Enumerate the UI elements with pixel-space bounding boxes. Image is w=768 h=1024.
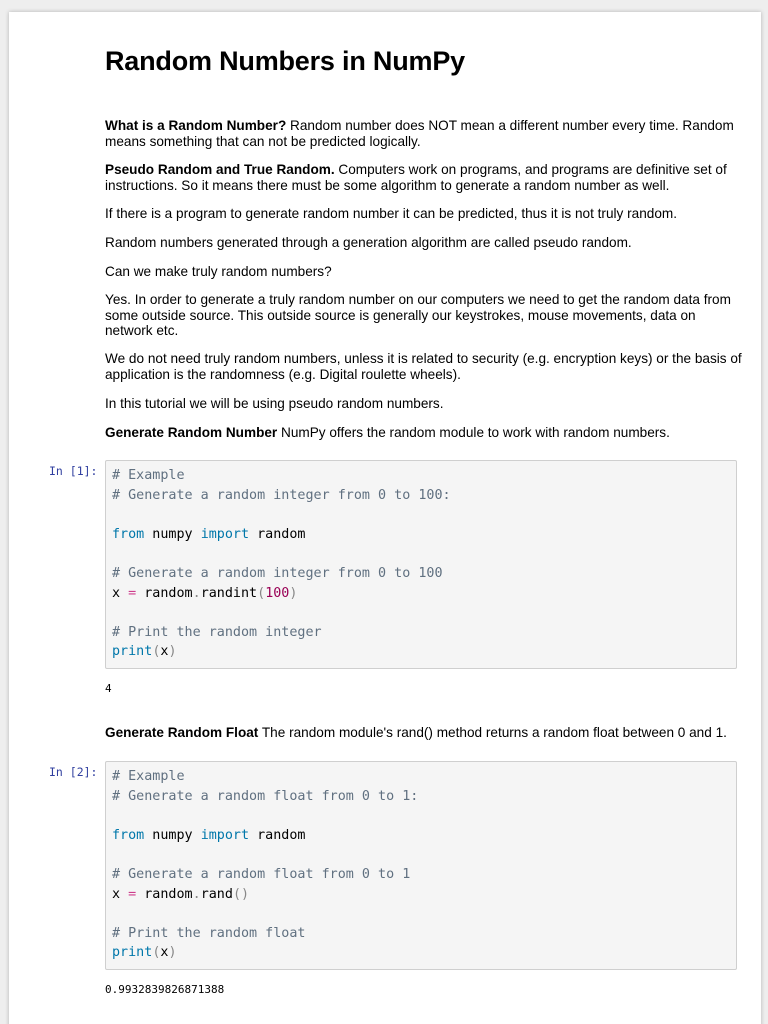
code-punctuation: .	[192, 585, 201, 601]
code-name: random	[249, 827, 306, 843]
code-punctuation: )	[168, 945, 177, 961]
code-comment: # Generate a random float from 0 to 1:	[112, 788, 419, 804]
code-line-blank	[106, 845, 736, 865]
paragraph-pseudo-random: Random numbers generated through a generation algorithm are called pseudo random.	[105, 235, 632, 250]
code-comment: # Generate a random integer from 0 to 100:	[112, 487, 451, 503]
code-line-blank	[106, 505, 736, 525]
code-punctuation: (	[152, 644, 161, 660]
paragraph-heading: Generate Random Float	[105, 725, 259, 740]
code-line	[106, 865, 736, 885]
code-punctuation: .	[192, 886, 201, 902]
code-line	[106, 826, 736, 846]
code-operator: =	[128, 585, 137, 601]
paragraph-true-random: Yes. In order to generate a truly random number on our computers we need to get the random data from some outside source. This outside source is generally our keystrokes, mouse movements, data on network etc.	[105, 292, 731, 338]
code-function: rand	[200, 886, 233, 902]
code-line-blank	[106, 904, 736, 924]
code-comment: # Generate a random integer from 0 to 100	[112, 565, 443, 581]
code-cell[interactable]	[105, 460, 737, 669]
code-line	[106, 767, 736, 787]
code-line-blank	[106, 544, 736, 564]
code-function: randint	[200, 585, 258, 601]
code-keyword: import	[200, 827, 250, 843]
code-line-blank	[106, 603, 736, 623]
code-line	[106, 642, 736, 662]
paragraph-text: The random module's rand() method returns a random float between 0 and 1.	[258, 725, 727, 740]
paragraph-what-is-random	[105, 118, 745, 149]
code-comment: # Print the random float	[112, 925, 306, 941]
paragraph-generate-float	[105, 725, 745, 741]
code-line-blank	[106, 806, 736, 826]
code-keyword: from	[112, 526, 145, 542]
code-variable: x	[112, 886, 129, 902]
code-builtin: print	[112, 644, 153, 660]
code-module: numpy	[144, 526, 201, 542]
code-line	[106, 924, 736, 944]
paragraph-generate-number	[105, 425, 745, 441]
cell-output: 0.9932839826871388	[105, 983, 225, 996]
code-punctuation: )	[241, 886, 250, 902]
code-keyword: from	[112, 827, 145, 843]
paragraph-security: We do not need truly random numbers, unless it is related to security (e.g. encryption keys) or the basis of application is the randomness (e.g. Digital roulette wheels).	[105, 351, 742, 382]
paragraph-tutorial-note: In this tutorial we will be using pseudo random numbers.	[105, 396, 444, 411]
code-number: 100	[265, 585, 290, 601]
code-line	[106, 623, 736, 643]
paragraph-question: Can we make truly random numbers?	[105, 264, 332, 279]
code-line	[106, 787, 736, 807]
code-punctuation: )	[168, 644, 177, 660]
cell-prompt: In [2]:	[49, 765, 98, 779]
code-object: random	[136, 886, 193, 902]
paragraph-text: Computers work on programs, and programs are definitive set of instructions. So it means there must be some algorithm to generate a random number as well.	[105, 162, 727, 193]
code-line	[106, 486, 736, 506]
cell-prompt: In [1]:	[49, 464, 98, 478]
code-name: random	[249, 526, 306, 542]
code-punctuation: (	[152, 945, 161, 961]
code-line	[106, 584, 736, 604]
cell-output: 4	[105, 682, 112, 695]
paragraph-heading: What is a Random Number?	[105, 118, 287, 133]
code-variable: x	[112, 585, 129, 601]
code-comment: # Example	[112, 769, 185, 784]
page-title: Random Numbers in NumPy	[105, 46, 465, 76]
code-object: random	[136, 585, 193, 601]
code-keyword: import	[200, 526, 250, 542]
code-argument: x	[160, 945, 169, 961]
code-line	[106, 943, 736, 963]
code-module: numpy	[144, 827, 201, 843]
paragraph-text: Random number does NOT mean a different number every time. Random means something that can not be predicted logically.	[105, 118, 734, 149]
paragraph-predicted: If there is a program to generate random number it can be predicted, thus it is not truly random.	[105, 206, 677, 221]
notebook-page	[9, 12, 761, 1024]
code-punctuation: (	[257, 585, 266, 601]
paragraph-heading: Pseudo Random and True Random.	[105, 162, 335, 177]
code-punctuation: (	[232, 886, 241, 902]
code-builtin: print	[112, 945, 153, 961]
code-line	[106, 885, 736, 905]
code-line	[106, 525, 736, 545]
code-line	[106, 466, 736, 486]
paragraph-text: NumPy offers the random module to work with random numbers.	[277, 425, 670, 440]
paragraph-heading: Generate Random Number	[105, 425, 278, 440]
code-operator: =	[128, 886, 137, 902]
code-comment: # Print the random integer	[112, 624, 322, 640]
code-line	[106, 564, 736, 584]
code-comment: # Generate a random float from 0 to 1	[112, 866, 411, 882]
code-punctuation: )	[289, 585, 298, 601]
code-cell[interactable]	[105, 761, 737, 970]
code-argument: x	[160, 644, 169, 660]
code-comment: # Example	[112, 468, 185, 483]
paragraph-pseudo-vs-true	[105, 162, 745, 193]
